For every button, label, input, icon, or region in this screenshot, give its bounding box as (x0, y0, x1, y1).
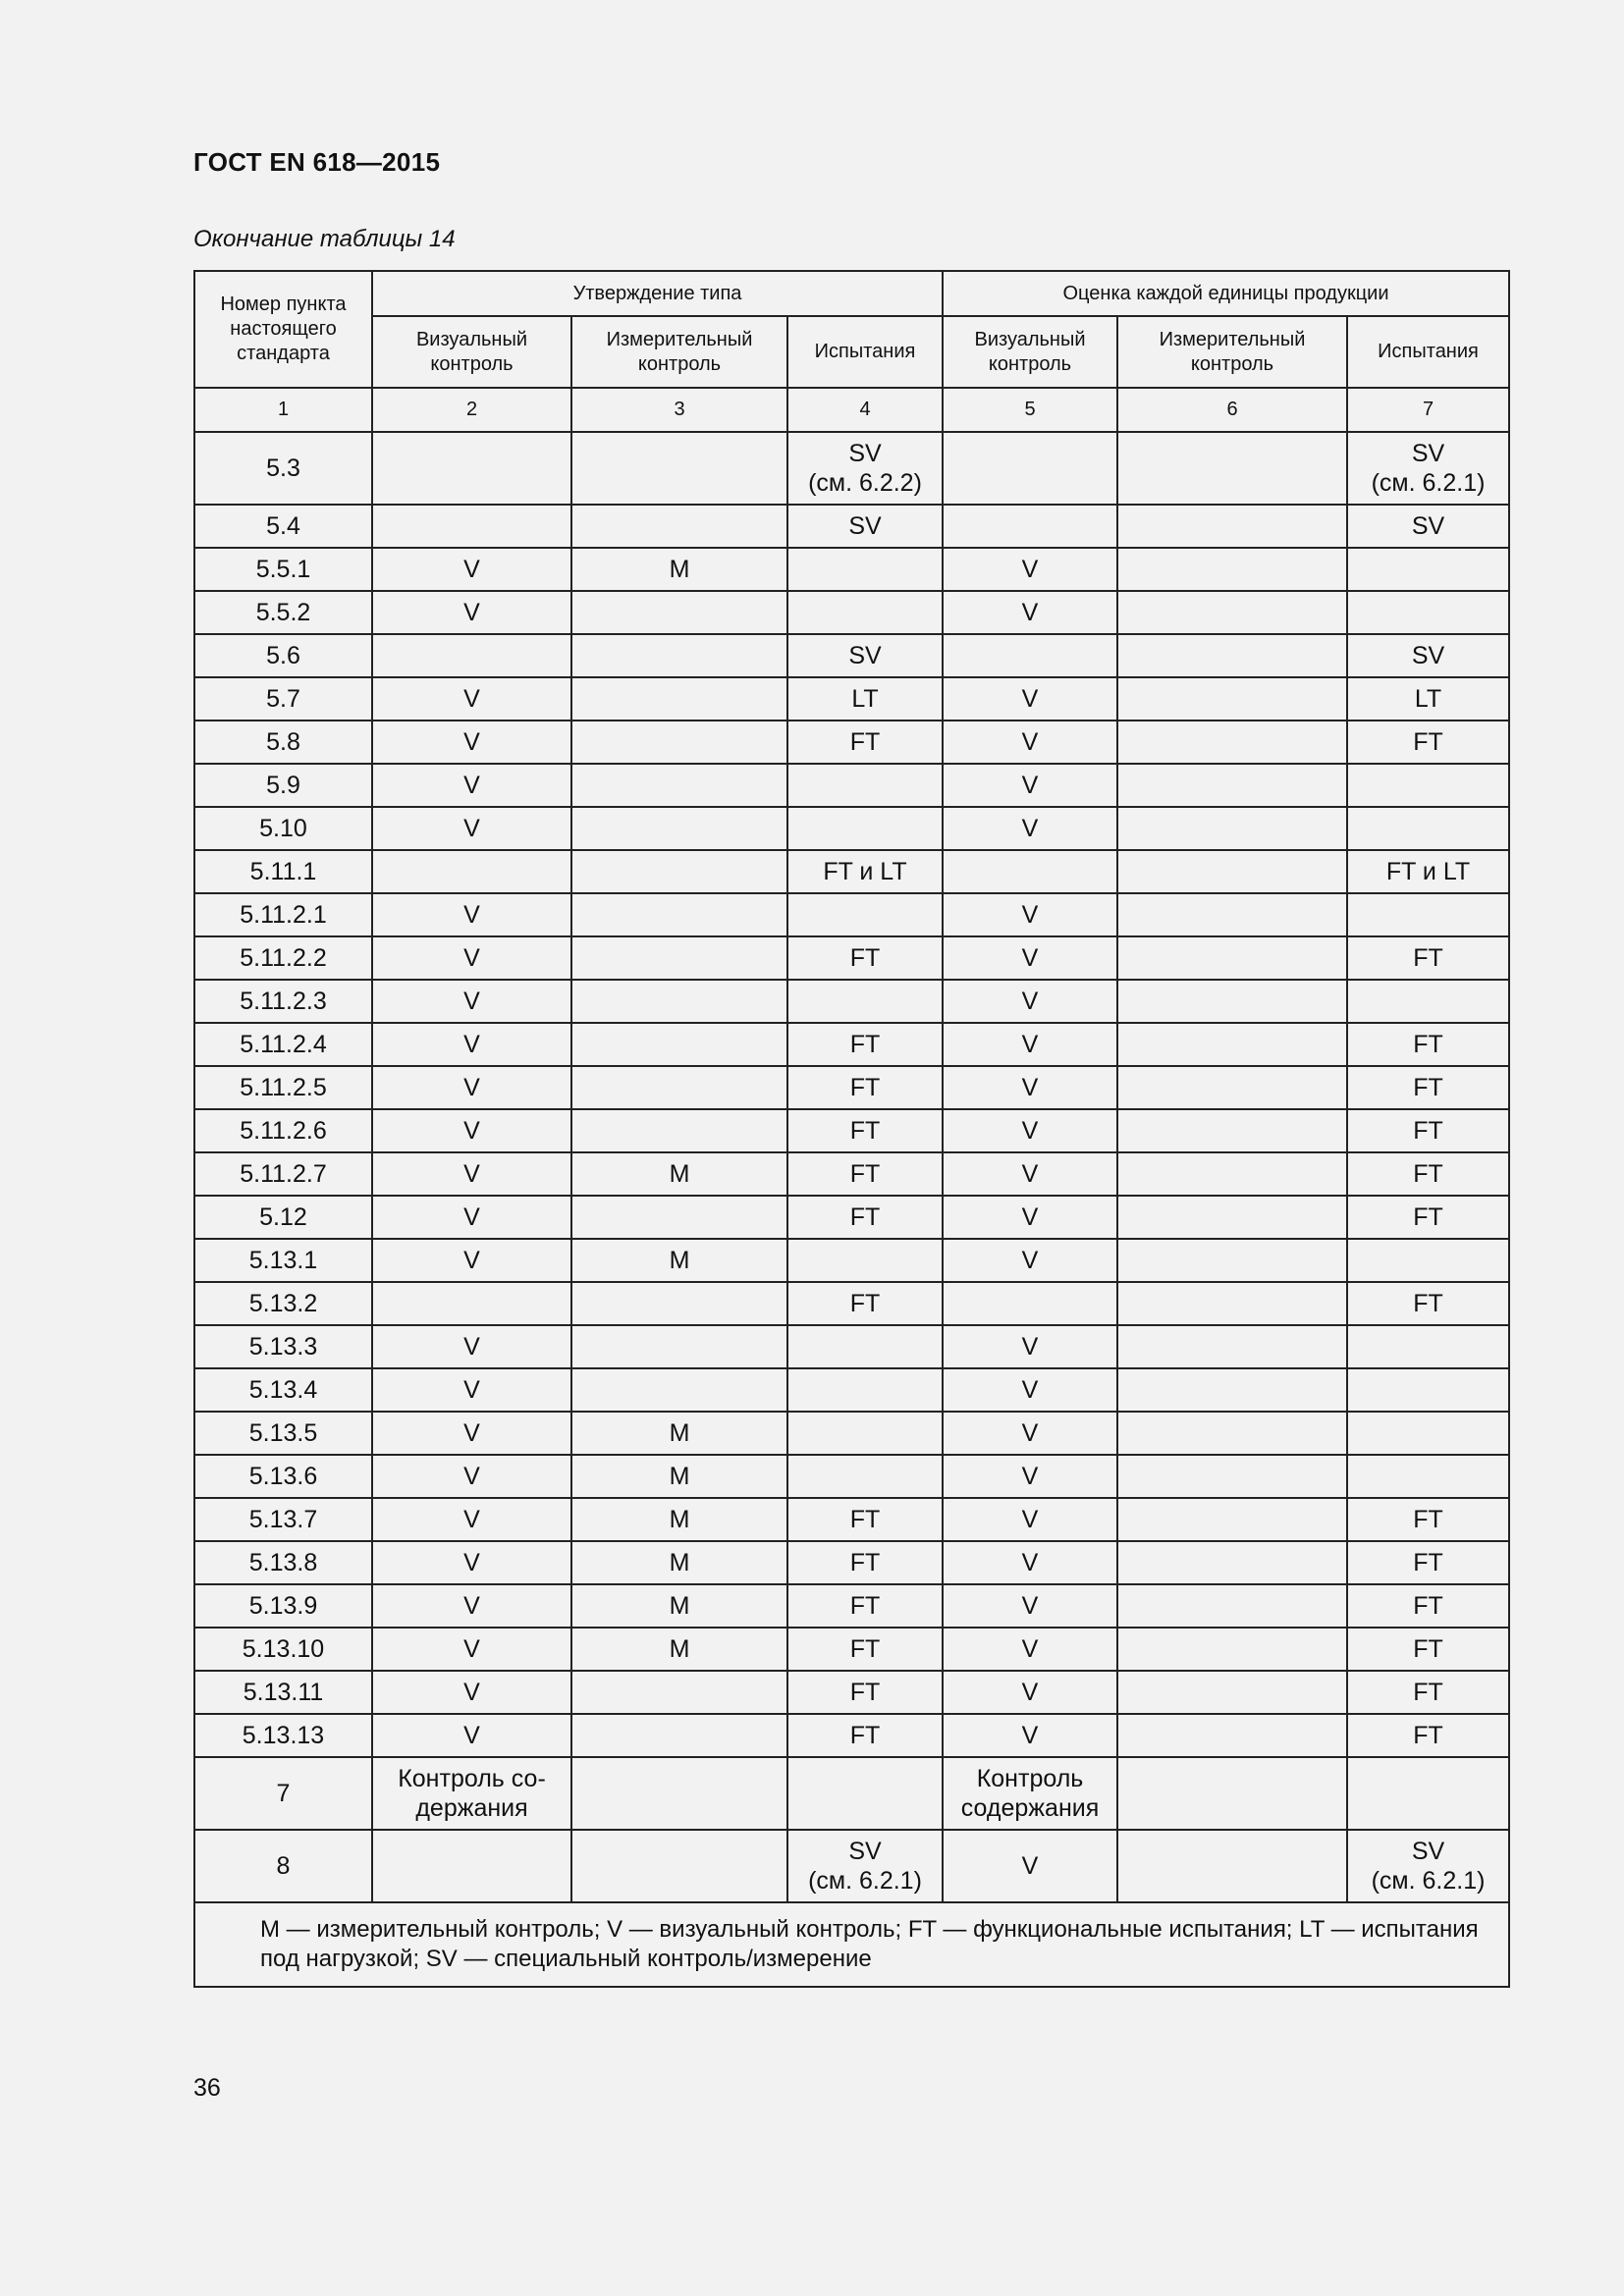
table-cell: V (943, 1412, 1117, 1455)
clause-number-cell: 5.8 (194, 721, 372, 764)
table-row (194, 548, 1509, 591)
table-cell (1347, 1757, 1509, 1830)
table-cell: V (372, 1628, 571, 1671)
table-cell (571, 1714, 787, 1757)
footnote-text: М — измерительный контроль; V — визуальный контроль; FT — функциональные испытания; LT — испытания под нагрузкой; SV — специальный контроль/измерение (260, 1916, 1479, 1972)
table-cell (1347, 980, 1509, 1023)
table-row (194, 1584, 1509, 1628)
table-row (194, 1368, 1509, 1412)
table-cell: FT (787, 1196, 943, 1239)
table-cell (372, 1830, 571, 1902)
table-cell: FT (787, 1714, 943, 1757)
table-cell: SV (см. 6.2.1) (1347, 1830, 1509, 1902)
clause-number-cell: 5.13.11 (194, 1671, 372, 1714)
table-cell: FT (787, 936, 943, 980)
table-row (194, 1714, 1509, 1757)
table-cell: V (372, 1152, 571, 1196)
table-cell: FT (1347, 1714, 1509, 1757)
clause-number-cell: 5.13.9 (194, 1584, 372, 1628)
table-cell: V (943, 1541, 1117, 1584)
table-cell (1347, 764, 1509, 807)
table-cell (571, 677, 787, 721)
clause-number-cell: 5.13.4 (194, 1368, 372, 1412)
table-cell (571, 591, 787, 634)
table-cell (1347, 807, 1509, 850)
table-cell: FT (1347, 1628, 1509, 1671)
table-cell: V (372, 677, 571, 721)
table-cell: V (372, 1412, 571, 1455)
table-cell (571, 634, 787, 677)
table-row (194, 721, 1509, 764)
table-cell: M (571, 1412, 787, 1455)
table-cell: FT (1347, 1066, 1509, 1109)
table-cell: V (372, 893, 571, 936)
table-row (194, 591, 1509, 634)
clause-number-cell: 5.10 (194, 807, 372, 850)
table-cell (372, 432, 571, 505)
table-cell (1117, 1023, 1347, 1066)
table-cell (1347, 1455, 1509, 1498)
table-cell (943, 432, 1117, 505)
clause-number-cell: 5.9 (194, 764, 372, 807)
table-cell (787, 980, 943, 1023)
clause-number-cell: 5.5.2 (194, 591, 372, 634)
sub-header-col-7: Испытания (1347, 316, 1509, 388)
table-cell (1117, 1109, 1347, 1152)
table-cell (571, 764, 787, 807)
clause-number-cell: 5.11.2.5 (194, 1066, 372, 1109)
table-cell (1117, 1498, 1347, 1541)
table-footnote (194, 1902, 1509, 1987)
table-cell: M (571, 1628, 787, 1671)
table-cell: FT (1347, 1109, 1509, 1152)
table-cell: SV (см. 6.2.2) (787, 432, 943, 505)
table-cell: FT (1347, 1584, 1509, 1628)
table-cell (1117, 980, 1347, 1023)
table-cell (571, 893, 787, 936)
table-row (194, 1282, 1509, 1325)
table-cell: M (571, 1152, 787, 1196)
table-cell (787, 807, 943, 850)
table-cell (571, 936, 787, 980)
table-cell (1117, 1584, 1347, 1628)
table-cell (1347, 548, 1509, 591)
table-cell: FT (1347, 1152, 1509, 1196)
sub-header-col-6: Измерительный контроль (1117, 316, 1347, 388)
clause-number-cell: 5.11.2.3 (194, 980, 372, 1023)
table-cell: Контроль содержания (943, 1757, 1117, 1830)
table-cell: V (943, 1325, 1117, 1368)
table-cell (1117, 1714, 1347, 1757)
clause-number-cell: 5.11.2.4 (194, 1023, 372, 1066)
table-cell (1117, 1671, 1347, 1714)
clause-number-cell: 5.13.7 (194, 1498, 372, 1541)
clause-number-cell: 5.13.5 (194, 1412, 372, 1455)
table-cell (1117, 634, 1347, 677)
table-cell (787, 1455, 943, 1498)
table-row (194, 807, 1509, 850)
column-number-2: 2 (372, 388, 571, 432)
table-cell: M (571, 1239, 787, 1282)
sub-header-col-3: Измерительный контроль (571, 316, 787, 388)
table-cell: LT (787, 677, 943, 721)
table-cell: V (372, 1671, 571, 1714)
table-cell: V (943, 1368, 1117, 1412)
table-cell: V (943, 1671, 1117, 1714)
table-cell (1117, 1066, 1347, 1109)
table-cell: V (372, 1196, 571, 1239)
clause-number-cell: 5.13.8 (194, 1541, 372, 1584)
table-cell: FT (1347, 1671, 1509, 1714)
clause-number-cell: 5.7 (194, 677, 372, 721)
unit-assessment-header: Оценка каждой единицы продукции (943, 271, 1509, 316)
table-cell (1117, 1196, 1347, 1239)
table-row (194, 1152, 1509, 1196)
table-cell: M (571, 1498, 787, 1541)
sub-header-col-4: Испытания (787, 316, 943, 388)
clause-number-cell: 5.5.1 (194, 548, 372, 591)
table-row (194, 1023, 1509, 1066)
table-cell (1117, 807, 1347, 850)
table-cell: V (943, 1109, 1117, 1152)
table-cell (571, 1830, 787, 1902)
table-cell (1347, 591, 1509, 634)
table-row (194, 893, 1509, 936)
table-cell (943, 1282, 1117, 1325)
table-cell (571, 1671, 787, 1714)
table-row (194, 634, 1509, 677)
table-row (194, 1196, 1509, 1239)
table-cell (1117, 1412, 1347, 1455)
clause-number-cell: 5.11.2.6 (194, 1109, 372, 1152)
clause-number-cell: 5.3 (194, 432, 372, 505)
table-cell: V (372, 1239, 571, 1282)
table-cell: M (571, 548, 787, 591)
column-number-7: 7 (1347, 388, 1509, 432)
table-cell (372, 505, 571, 548)
table-caption: Окончание таблицы 14 (193, 226, 456, 252)
table-cell: FT (1347, 1023, 1509, 1066)
table-cell (1117, 432, 1347, 505)
table-cell: V (372, 1498, 571, 1541)
table-cell (1117, 1152, 1347, 1196)
table-row (194, 980, 1509, 1023)
table-cell (571, 505, 787, 548)
table-cell: V (943, 1628, 1117, 1671)
table-cell: V (943, 677, 1117, 721)
table-cell (571, 807, 787, 850)
table-row (194, 432, 1509, 505)
table-cell (1347, 893, 1509, 936)
table-cell (1117, 1282, 1347, 1325)
table-cell: SV (787, 505, 943, 548)
sub-header-col-5: Визуальный контроль (943, 316, 1117, 388)
table-cell: V (943, 1455, 1117, 1498)
table-cell (372, 850, 571, 893)
table-cell (943, 505, 1117, 548)
table-cell: V (943, 1196, 1117, 1239)
table-cell (787, 1412, 943, 1455)
table-cell (1117, 936, 1347, 980)
table-cell (1117, 1239, 1347, 1282)
table-row (194, 1671, 1509, 1714)
table-cell: V (943, 548, 1117, 591)
table-cell (571, 1368, 787, 1412)
clause-number-cell: 7 (194, 1757, 372, 1830)
table-cell (1117, 505, 1347, 548)
clause-number-cell: 5.6 (194, 634, 372, 677)
table-cell: V (943, 1023, 1117, 1066)
table-cell: M (571, 1584, 787, 1628)
clause-number-cell: 5.13.3 (194, 1325, 372, 1368)
table-cell: FT (787, 1152, 943, 1196)
clause-number-cell: 5.13.10 (194, 1628, 372, 1671)
table-cell: FT (787, 1541, 943, 1584)
clause-number-header: Номер пункта настоящего стандарта (194, 271, 372, 388)
table-cell (787, 1757, 943, 1830)
clause-number-cell: 5.13.13 (194, 1714, 372, 1757)
column-number-5: 5 (943, 388, 1117, 432)
table-cell: V (943, 893, 1117, 936)
table-cell: FT (787, 1584, 943, 1628)
column-number-1: 1 (194, 388, 372, 432)
table-cell: V (943, 936, 1117, 980)
table-cell: V (943, 807, 1117, 850)
table-cell: FT (787, 721, 943, 764)
table-cell: V (943, 721, 1117, 764)
table-cell (787, 893, 943, 936)
table-row (194, 1498, 1509, 1541)
table-cell (571, 1757, 787, 1830)
table-cell (1347, 1368, 1509, 1412)
table-cell (571, 1282, 787, 1325)
table-cell (571, 1023, 787, 1066)
sub-header-col-2: Визуальный контроль (372, 316, 571, 388)
table-cell (1117, 764, 1347, 807)
table-cell: V (372, 721, 571, 764)
table-cell (1117, 677, 1347, 721)
table-cell (1117, 1368, 1347, 1412)
table-cell: LT (1347, 677, 1509, 721)
type-approval-header: Утверждение типа (372, 271, 943, 316)
table-cell (571, 1196, 787, 1239)
table-cell (571, 1109, 787, 1152)
table-row (194, 677, 1509, 721)
table-cell: FT (787, 1023, 943, 1066)
table-row (194, 1109, 1509, 1152)
table-cell (787, 1368, 943, 1412)
clause-number-cell: 5.4 (194, 505, 372, 548)
table-cell: V (372, 1325, 571, 1368)
table-cell: FT (1347, 721, 1509, 764)
table-cell: FT (787, 1628, 943, 1671)
table-cell: SV (787, 634, 943, 677)
table-cell: FT (1347, 1541, 1509, 1584)
table-cell: FT (1347, 1196, 1509, 1239)
table-cell (1117, 721, 1347, 764)
table-cell: V (943, 980, 1117, 1023)
table-cell (1117, 1628, 1347, 1671)
table-cell: V (372, 936, 571, 980)
clause-number-cell: 5.13.6 (194, 1455, 372, 1498)
table-cell: FT и LT (1347, 850, 1509, 893)
table-cell: Контроль со- держания (372, 1757, 571, 1830)
page-number: 36 (193, 2074, 221, 2102)
table-cell: SV (см. 6.2.1) (787, 1830, 943, 1902)
table-cell: V (943, 1066, 1117, 1109)
table-cell (571, 432, 787, 505)
table-cell (787, 548, 943, 591)
table-cell (372, 634, 571, 677)
table-cell: V (372, 764, 571, 807)
clause-number-cell: 5.13.2 (194, 1282, 372, 1325)
table-cell: FT (1347, 936, 1509, 980)
table-cell (1117, 1830, 1347, 1902)
table-cell (571, 1066, 787, 1109)
table-cell: V (372, 591, 571, 634)
table-cell: SV (см. 6.2.1) (1347, 432, 1509, 505)
clause-number-cell: 5.11.2.7 (194, 1152, 372, 1196)
table-cell: V (372, 1541, 571, 1584)
table-cell: V (372, 1023, 571, 1066)
table-row (194, 1239, 1509, 1282)
table-cell (1347, 1239, 1509, 1282)
table-cell (787, 764, 943, 807)
table-row (194, 1628, 1509, 1671)
table-cell (787, 1325, 943, 1368)
table-cell: FT (787, 1066, 943, 1109)
table-cell: FT (787, 1282, 943, 1325)
table-cell: V (943, 1239, 1117, 1282)
table-cell (571, 1325, 787, 1368)
table-cell: V (943, 1830, 1117, 1902)
table-cell (571, 850, 787, 893)
table-cell: SV (1347, 505, 1509, 548)
table-cell: V (372, 1109, 571, 1152)
table-cell (1117, 850, 1347, 893)
table-cell: V (372, 807, 571, 850)
table-cell (571, 980, 787, 1023)
table-row (194, 505, 1509, 548)
table-cell: FT (787, 1109, 943, 1152)
table-row (194, 1455, 1509, 1498)
table-cell: V (372, 1455, 571, 1498)
table-row (194, 1830, 1509, 1902)
table-row (194, 936, 1509, 980)
table-cell (372, 1282, 571, 1325)
table-cell (1117, 1455, 1347, 1498)
table-cell: V (943, 1498, 1117, 1541)
table-cell (1117, 893, 1347, 936)
table-cell: V (372, 1584, 571, 1628)
table-cell: V (372, 1066, 571, 1109)
table-cell (1117, 1541, 1347, 1584)
table-row (194, 764, 1509, 807)
column-number-3: 3 (571, 388, 787, 432)
table-cell: FT (1347, 1498, 1509, 1541)
table-row (194, 1066, 1509, 1109)
table-cell: V (943, 1714, 1117, 1757)
table-cell: V (943, 764, 1117, 807)
table-cell: V (372, 548, 571, 591)
table-row (194, 850, 1509, 893)
table-cell: V (372, 980, 571, 1023)
clause-number-cell: 8 (194, 1830, 372, 1902)
table-row (194, 1757, 1509, 1830)
document-header: ГОСТ EN 618—2015 (193, 147, 441, 177)
table-cell (571, 721, 787, 764)
table-cell (943, 850, 1117, 893)
table-cell: V (372, 1714, 571, 1757)
table-cell: M (571, 1541, 787, 1584)
table-cell: V (943, 591, 1117, 634)
table-cell (1117, 1757, 1347, 1830)
table-cell: V (943, 1584, 1117, 1628)
table-cell (787, 591, 943, 634)
clause-number-cell: 5.11.2.2 (194, 936, 372, 980)
table-cell: M (571, 1455, 787, 1498)
table-cell (943, 634, 1117, 677)
table-cell (1117, 1325, 1347, 1368)
table-row (194, 1412, 1509, 1455)
table-cell (787, 1239, 943, 1282)
table-row (194, 1541, 1509, 1584)
table-cell: FT (787, 1498, 943, 1541)
column-number-6: 6 (1117, 388, 1347, 432)
inspection-table (193, 270, 1510, 1988)
table-cell (1117, 548, 1347, 591)
table-cell: FT и LT (787, 850, 943, 893)
clause-number-cell: 5.11.1 (194, 850, 372, 893)
clause-number-cell: 5.12 (194, 1196, 372, 1239)
table-cell: FT (1347, 1282, 1509, 1325)
clause-number-cell: 5.11.2.1 (194, 893, 372, 936)
table-row (194, 1325, 1509, 1368)
table-cell: V (943, 1152, 1117, 1196)
table-cell: SV (1347, 634, 1509, 677)
table-cell (1347, 1325, 1509, 1368)
table-cell (1117, 591, 1347, 634)
clause-number-cell: 5.13.1 (194, 1239, 372, 1282)
table-cell: V (372, 1368, 571, 1412)
table-cell (1347, 1412, 1509, 1455)
column-number-4: 4 (787, 388, 943, 432)
table-cell: FT (787, 1671, 943, 1714)
